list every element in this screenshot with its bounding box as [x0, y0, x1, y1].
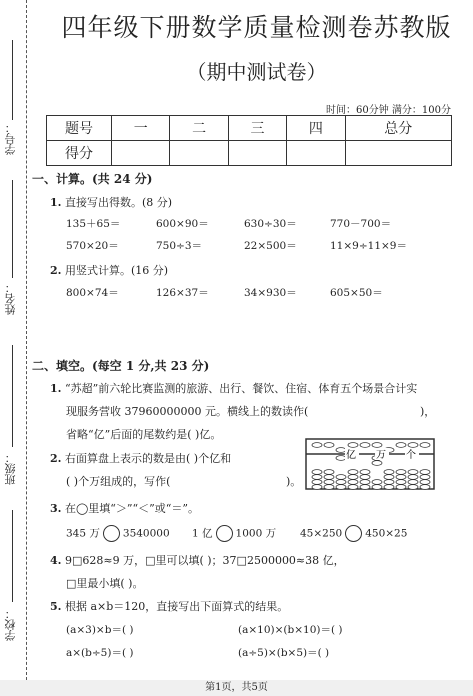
- question-text: 直接写出得数。(8 分): [64, 196, 173, 209]
- score-table-header: 题号: [47, 116, 112, 141]
- compare-item: [66, 525, 170, 542]
- exam-meta: 时间：60分钟 满分：100分: [326, 105, 451, 116]
- compare-circle[interactable]: [216, 525, 233, 542]
- calc-item: 126×37＝: [156, 287, 209, 299]
- score-cell[interactable]: [287, 141, 345, 166]
- question-text: 在◯里填“＞”“＜”或“＝”。: [64, 502, 200, 515]
- compare-left: 1 亿: [192, 527, 213, 540]
- s2-question-1: [50, 380, 417, 396]
- abacus-label-ge: 个: [406, 450, 416, 461]
- page-footer: 第1页，共5页: [0, 680, 473, 696]
- question-line: )，: [420, 405, 436, 418]
- calc-item: 22×500＝: [244, 240, 297, 252]
- question-text: 根据 a×b＝120，直接写出下面算式的结果。: [64, 600, 289, 613]
- school-label: 学校：: [4, 608, 17, 641]
- section-1-title: 一、计算。(共 24 分): [32, 172, 153, 186]
- class-blank[interactable]: [12, 345, 13, 447]
- question-text: 用竖式计算。(16 分): [64, 264, 169, 277]
- question-line: 现服务营收 37960000000 元。横线上的数读作(: [66, 405, 309, 418]
- class-label: 班级：: [4, 452, 17, 485]
- compare-left: 45×250: [300, 527, 343, 540]
- abacus-label-yi: 亿: [346, 450, 356, 461]
- score-cell[interactable]: [112, 141, 170, 166]
- question-text: 9□628≈9 万，□里可以填( )；37□2500000≈38 亿，: [64, 554, 345, 567]
- question-line: 省略“亿”后面的尾数约是( )亿。: [66, 428, 222, 441]
- abacus-label-wan: 万: [376, 450, 386, 461]
- score-cell[interactable]: [228, 141, 286, 166]
- compare-left: 345 万: [66, 527, 100, 540]
- question-number: 1.: [50, 382, 62, 395]
- calc-item: 630÷30＝: [244, 218, 297, 230]
- score-cell[interactable]: [345, 141, 452, 166]
- page-subtitle: （期中测试卷）: [186, 60, 327, 84]
- question-line: ( )个万组成的，写作(: [66, 475, 171, 488]
- s2-question-5: [50, 598, 288, 614]
- calc-item: 34×930＝: [244, 287, 297, 299]
- calc-item: 135＋65＝: [66, 218, 121, 230]
- compare-circle[interactable]: [103, 525, 120, 542]
- section-2-title: 二、填空。(每空 1 分,共 23 分): [32, 359, 210, 373]
- score-table-header: 四: [287, 116, 345, 141]
- s1-question-1: [50, 194, 172, 210]
- compare-circle[interactable]: [345, 525, 362, 542]
- compare-right: 450×25: [365, 527, 408, 540]
- score-table-header: 总分: [345, 116, 452, 141]
- score-table-score-row: [47, 141, 452, 166]
- formula-item: (a÷5)×(b×5)＝( ): [238, 647, 330, 659]
- s2-question-2: [50, 450, 231, 466]
- question-number: 4.: [50, 554, 62, 567]
- student-id-label: 学号：: [4, 122, 17, 155]
- school-blank[interactable]: [12, 510, 13, 602]
- score-table-header: 二: [170, 116, 228, 141]
- formula-item: (a×10)×(b×10)＝( ): [238, 624, 343, 636]
- compare-right: 3540000: [122, 527, 170, 540]
- page-title: 四年级下册数学质量检测卷苏教版: [61, 13, 452, 42]
- calc-item: 605×50＝: [330, 287, 383, 299]
- s1-question-2: [50, 262, 168, 278]
- name-blank[interactable]: [12, 180, 13, 278]
- question-text: 右面算盘上表示的数是由( )个亿和: [64, 452, 232, 465]
- abacus-image: [305, 438, 435, 490]
- score-table: [46, 115, 452, 166]
- compare-right: 1000 万: [235, 527, 277, 540]
- question-number: 2.: [50, 452, 62, 465]
- question-text: “苏超”前六轮比赛监测的旅游、出行、餐饮、住宿、体育五个场景合计实: [64, 382, 418, 395]
- question-number: 3.: [50, 502, 62, 515]
- name-label: 姓名：: [4, 282, 17, 315]
- formula-item: a×(b÷5)＝( ): [66, 647, 134, 659]
- score-table-header-row: [47, 116, 452, 141]
- binding-line: [26, 0, 27, 690]
- score-table-header: 一: [112, 116, 170, 141]
- formula-item: (a×3)×b＝( ): [66, 624, 134, 636]
- calc-item: 750÷3＝: [156, 240, 203, 252]
- question-number: 5.: [50, 600, 62, 613]
- calc-item: 11×9÷11×9＝: [330, 240, 407, 252]
- question-number: 1.: [50, 196, 62, 209]
- student-id-blank[interactable]: [12, 40, 13, 120]
- question-line: □里最小填( )。: [66, 577, 144, 590]
- s2-question-4: [50, 552, 345, 568]
- compare-item: [300, 525, 407, 542]
- question-line: )。: [286, 475, 302, 488]
- s2-question-3: [50, 500, 199, 516]
- question-number: 2.: [50, 264, 62, 277]
- score-cell[interactable]: [170, 141, 228, 166]
- score-table-header: 三: [228, 116, 286, 141]
- calc-item: 570×20＝: [66, 240, 119, 252]
- score-row-label: 得分: [47, 141, 112, 166]
- compare-item: [192, 525, 276, 542]
- calc-item: 600×90＝: [156, 218, 209, 230]
- calc-item: 800×74＝: [66, 287, 119, 299]
- calc-item: 770－700＝: [330, 218, 392, 230]
